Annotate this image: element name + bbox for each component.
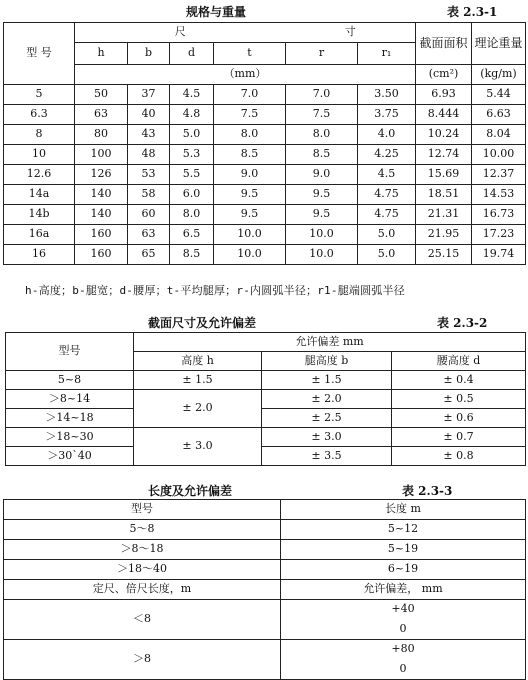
- value-cell: 100: [75, 145, 128, 165]
- t3-model: 5～8: [4, 520, 281, 540]
- value-cell: 7.0: [214, 85, 286, 105]
- table2-number: 表 2.3-2: [437, 316, 488, 330]
- value-cell: 15.69: [416, 165, 472, 185]
- value-cell: 40: [128, 105, 170, 125]
- head-size-right: 寸: [286, 23, 416, 43]
- t3-tol-label: 允许偏差， mm: [281, 580, 526, 600]
- t3-tol-lower: 0: [281, 660, 526, 680]
- value-cell: 50: [75, 85, 128, 105]
- table3-title: 长度及允许偏差: [148, 484, 233, 498]
- value-cell: 10.0: [286, 225, 358, 245]
- table1-number: 表 2.3-1: [447, 5, 498, 19]
- head-size-left: 尺: [75, 23, 286, 43]
- section-tolerance-table: [5, 332, 526, 466]
- value-cell: 4.75: [358, 185, 416, 205]
- t3-model: ＞18～40: [4, 560, 281, 580]
- t2-b-val: ± 2.0: [262, 390, 392, 409]
- value-cell: 7.5: [286, 105, 358, 125]
- t3-head-model: 型号: [4, 500, 281, 520]
- value-cell: 10.0: [214, 225, 286, 245]
- col-t: t: [214, 43, 286, 65]
- t2-h-val: ± 3.0: [134, 428, 262, 466]
- t3-head-length: 长度 m: [281, 500, 526, 520]
- model-cell: 5: [4, 85, 75, 105]
- value-cell: 5.44: [472, 85, 526, 105]
- value-cell: 160: [75, 245, 128, 265]
- t2-model: ＞8~14: [6, 390, 134, 409]
- model-cell: 8: [4, 125, 75, 145]
- model-cell: 16: [4, 245, 75, 265]
- t2-head-tol: 允许偏差 mm: [134, 333, 526, 352]
- t2-model: 5~8: [6, 371, 134, 390]
- spec-weight-table: [3, 22, 526, 265]
- spec-row: [4, 205, 526, 225]
- value-cell: 7.0: [286, 85, 358, 105]
- symbol-note: h-高度；b-腿宽；d-腰厚；t-平均腿厚；r-内圆弧半径；r1-腿端圆弧半径: [25, 284, 405, 297]
- t2-h-val: ± 2.0: [134, 390, 262, 428]
- model-cell: 14a: [4, 185, 75, 205]
- table3-number: 表 2.3-3: [402, 484, 453, 498]
- value-cell: 58: [128, 185, 170, 205]
- model-cell: 16a: [4, 225, 75, 245]
- head-model: 型 号: [4, 23, 75, 85]
- spec-row: [4, 165, 526, 185]
- table2-title: 截面尺寸及允许偏差: [148, 316, 257, 330]
- value-cell: 8.0: [286, 125, 358, 145]
- value-cell: 37: [128, 85, 170, 105]
- t3-fixed-label: 定尺、倍尺长度，m: [4, 580, 281, 600]
- value-cell: 5.5: [170, 165, 214, 185]
- value-cell: 3.50: [358, 85, 416, 105]
- value-cell: 65: [128, 245, 170, 265]
- value-cell: 19.74: [472, 245, 526, 265]
- value-cell: 160: [75, 225, 128, 245]
- value-cell: 6.5: [170, 225, 214, 245]
- t2-b-val: ± 3.0: [262, 428, 392, 447]
- value-cell: 140: [75, 185, 128, 205]
- value-cell: 8.5: [214, 145, 286, 165]
- value-cell: 8.0: [214, 125, 286, 145]
- model-cell: 12.6: [4, 165, 75, 185]
- value-cell: 8.5: [170, 245, 214, 265]
- value-cell: 21.31: [416, 205, 472, 225]
- t2-d-val: ± 0.6: [392, 409, 526, 428]
- t3-model: ＞8～18: [4, 540, 281, 560]
- value-cell: 3.75: [358, 105, 416, 125]
- value-cell: 9.0: [214, 165, 286, 185]
- t2-head-h: 高度 h: [134, 352, 262, 371]
- unit-weight: (kg/m): [472, 65, 526, 85]
- unit-area: (cm²): [416, 65, 472, 85]
- col-d: d: [170, 43, 214, 65]
- unit-mm: （mm）: [75, 65, 416, 85]
- value-cell: 10.00: [472, 145, 526, 165]
- t2-h-val: ± 1.5: [134, 371, 262, 390]
- t3-tol-upper: +80: [281, 640, 526, 660]
- value-cell: 9.5: [286, 185, 358, 205]
- value-cell: 10.0: [214, 245, 286, 265]
- value-cell: 10.0: [286, 245, 358, 265]
- spec-row: [4, 125, 526, 145]
- value-cell: 4.0: [358, 125, 416, 145]
- spec-row: [4, 105, 526, 125]
- t2-d-val: ± 0.8: [392, 447, 526, 466]
- table1-title: 规格与重量: [186, 5, 247, 19]
- spec-row: [4, 225, 526, 245]
- value-cell: 9.5: [214, 185, 286, 205]
- value-cell: 4.5: [170, 85, 214, 105]
- value-cell: 14.53: [472, 185, 526, 205]
- t3-tol-upper: +40: [281, 600, 526, 620]
- value-cell: 43: [128, 125, 170, 145]
- t2-model: ＞30`40: [6, 447, 134, 466]
- t3-length: 6~19: [281, 560, 526, 580]
- spec-row: [4, 145, 526, 165]
- value-cell: 6.0: [170, 185, 214, 205]
- value-cell: 7.5: [214, 105, 286, 125]
- value-cell: 53: [128, 165, 170, 185]
- value-cell: 5.0: [170, 125, 214, 145]
- value-cell: 9.0: [286, 165, 358, 185]
- value-cell: 48: [128, 145, 170, 165]
- head-section-area: 截面面积: [416, 23, 472, 65]
- value-cell: 5.0: [358, 245, 416, 265]
- value-cell: 16.73: [472, 205, 526, 225]
- value-cell: 4.25: [358, 145, 416, 165]
- t2-head-b: 腿高度 b: [262, 352, 392, 371]
- t2-b-val: ± 3.5: [262, 447, 392, 466]
- value-cell: 9.5: [286, 205, 358, 225]
- t2-model: ＞18~30: [6, 428, 134, 447]
- spec-row: [4, 85, 526, 105]
- value-cell: 8.04: [472, 125, 526, 145]
- value-cell: 5.3: [170, 145, 214, 165]
- value-cell: 6.93: [416, 85, 472, 105]
- t3-tol-lower: 0: [281, 620, 526, 640]
- model-cell: 6.3: [4, 105, 75, 125]
- value-cell: 80: [75, 125, 128, 145]
- t2-d-val: ± 0.7: [392, 428, 526, 447]
- value-cell: 21.95: [416, 225, 472, 245]
- t3-length: 5~19: [281, 540, 526, 560]
- t2-head-d: 腰高度 d: [392, 352, 526, 371]
- value-cell: 17.23: [472, 225, 526, 245]
- spec-row: [4, 185, 526, 205]
- head-weight: 理论重量: [472, 23, 526, 65]
- t2-b-val: ± 1.5: [262, 371, 392, 390]
- value-cell: 4.75: [358, 205, 416, 225]
- value-cell: 60: [128, 205, 170, 225]
- value-cell: 4.5: [358, 165, 416, 185]
- value-cell: 5.0: [358, 225, 416, 245]
- model-cell: 14b: [4, 205, 75, 225]
- value-cell: 10.24: [416, 125, 472, 145]
- value-cell: 18.51: [416, 185, 472, 205]
- t2-d-val: ± 0.5: [392, 390, 526, 409]
- t2-head-model: 型号: [6, 333, 134, 371]
- t2-b-val: ± 2.5: [262, 409, 392, 428]
- value-cell: 4.8: [170, 105, 214, 125]
- t2-model: ＞14~18: [6, 409, 134, 428]
- value-cell: 126: [75, 165, 128, 185]
- value-cell: 6.63: [472, 105, 526, 125]
- t3-range-gt8: ＞8: [4, 640, 281, 680]
- value-cell: 9.5: [214, 205, 286, 225]
- col-b: b: [128, 43, 170, 65]
- value-cell: 140: [75, 205, 128, 225]
- model-cell: 10: [4, 145, 75, 165]
- t3-range-lt8: ＜8: [4, 600, 281, 640]
- value-cell: 25.15: [416, 245, 472, 265]
- col-r1: r₁: [358, 43, 416, 65]
- value-cell: 8.0: [170, 205, 214, 225]
- value-cell: 12.37: [472, 165, 526, 185]
- value-cell: 63: [128, 225, 170, 245]
- value-cell: 8.444: [416, 105, 472, 125]
- col-r: r: [286, 43, 358, 65]
- t2-d-val: ± 0.4: [392, 371, 526, 390]
- col-h: h: [75, 43, 128, 65]
- length-tolerance-table: [3, 499, 526, 680]
- spec-row: [4, 245, 526, 265]
- value-cell: 8.5: [286, 145, 358, 165]
- value-cell: 63: [75, 105, 128, 125]
- t3-length: 5~12: [281, 520, 526, 540]
- value-cell: 12.74: [416, 145, 472, 165]
